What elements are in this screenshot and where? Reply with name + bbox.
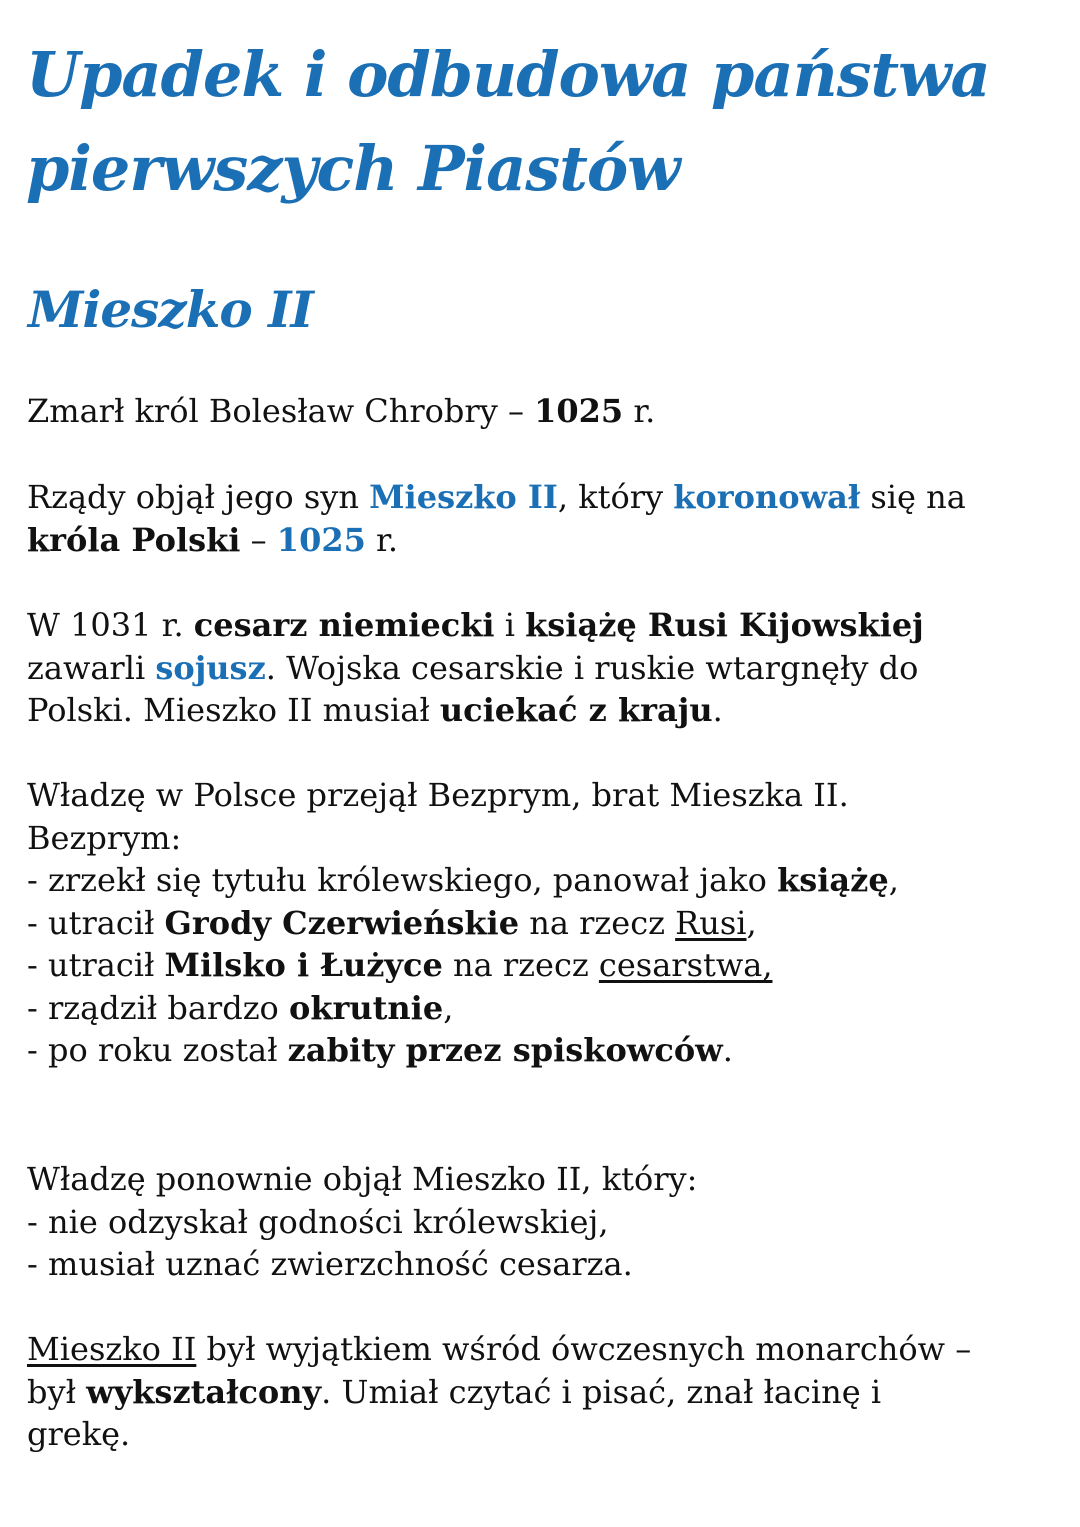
line (27, 519, 1057, 562)
list-item (27, 944, 1057, 987)
list-item (27, 902, 1057, 945)
paragraph-return-of-mieszko (27, 1158, 1057, 1286)
text-span: . (712, 691, 723, 729)
line (27, 476, 1057, 519)
text-span: , (746, 903, 757, 942)
text-span: W 1031 r. (27, 606, 194, 644)
date-1025: 1025 (534, 392, 624, 430)
line: grekę. (27, 1415, 131, 1453)
list-item: - musiał uznać zwierzchność cesarza. (27, 1245, 633, 1283)
highlight-koronowal: koronował (673, 478, 861, 516)
text-span: - utracił (27, 946, 165, 984)
paragraph-death-of-boleslaw (27, 390, 1057, 433)
bold-wyksztalcony: wykształcony (86, 1372, 322, 1411)
bold-milsko-luzyce: Milsko i Łużyce (164, 946, 443, 984)
text-span: - rządził bardzo (27, 988, 289, 1027)
text-span: , (888, 861, 899, 899)
paragraph-coronation (27, 476, 1057, 561)
line: Władzę w Polsce przejął Bezprym, brat Mieszka II. (27, 776, 849, 814)
text-span: Polski. Mieszko II musiał (27, 691, 440, 729)
text-span: - zrzekł się tytułu królewskiego, panował jako (27, 861, 778, 899)
text-span: r. (623, 392, 656, 430)
list-item (27, 859, 1057, 902)
bold-okrutnie: okrutnie (288, 988, 444, 1027)
line (27, 689, 1057, 732)
bold-ksiaze: książę (777, 861, 889, 899)
text-span: . Wojska cesarskie i ruskie wtargnęły do (265, 648, 919, 687)
highlight-sojusz: sojusz (155, 648, 266, 687)
bold-krola-polski: króla Polski (27, 520, 241, 559)
list-item (27, 987, 1057, 1030)
paragraph-alliance-1031 (27, 604, 1057, 732)
line (27, 647, 1057, 690)
text-span: . Umiał czytać i pisać, znał łacinę i (321, 1372, 882, 1411)
underlined-rusi: Rusi (675, 903, 747, 942)
text-span: i (494, 606, 526, 644)
text-span: r. (365, 520, 398, 559)
underlined-cesarstwa: cesarstwa, (598, 946, 773, 984)
line (27, 604, 1057, 647)
underlined-mieszko-ii: Mieszko II (27, 1330, 197, 1368)
bold-grody-czerwienskie: Grody Czerwieńskie (164, 903, 520, 942)
text-span: był wyjątkiem wśród ówczesnych monarchów – (196, 1330, 972, 1368)
text-span: zawarli (27, 648, 156, 687)
text-span: , (443, 988, 454, 1027)
text-span: Zmarł król Bolesław Chrobry – (27, 392, 535, 430)
line (27, 1371, 1057, 1414)
text-span: - po roku został (27, 1031, 288, 1069)
list-item (27, 1029, 1057, 1072)
section-heading: Mieszko II (28, 280, 313, 339)
bold-cesarz: cesarz niemiecki (193, 606, 495, 644)
line (27, 1328, 1057, 1371)
highlight-date-1025: 1025 (276, 520, 366, 559)
bold-uciekac: uciekać z kraju (439, 691, 713, 729)
text-span: na rzecz (442, 946, 599, 984)
text-span: – (240, 520, 277, 559)
text-span: był (27, 1372, 87, 1411)
text-span: na rzecz (519, 903, 676, 942)
highlight-mieszko: Mieszko II (369, 478, 558, 516)
text-span: , który (557, 478, 674, 516)
title-line-1: Upadek i odbudowa państwa (26, 38, 990, 111)
paragraph-bezprym (27, 774, 1057, 1072)
paragraph-education (27, 1328, 1057, 1456)
text-span: się na (860, 478, 966, 516)
title-line-2: pierwszych Piastów (26, 132, 680, 205)
bold-ksiaze-rusi: książę Rusi Kijowskiej (525, 606, 924, 644)
line: Bezprym: (27, 818, 182, 857)
line: Władzę ponownie objął Mieszko II, który: (27, 1160, 698, 1198)
text-span: Rządy objął jego syn (27, 478, 370, 516)
list-item: - nie odzyskał godności królewskiej, (27, 1202, 609, 1241)
page-title (26, 28, 1056, 216)
text-span: - utracił (27, 903, 165, 942)
bold-zabity: zabity przez spiskowców (287, 1031, 723, 1069)
text-span: . (722, 1031, 733, 1069)
